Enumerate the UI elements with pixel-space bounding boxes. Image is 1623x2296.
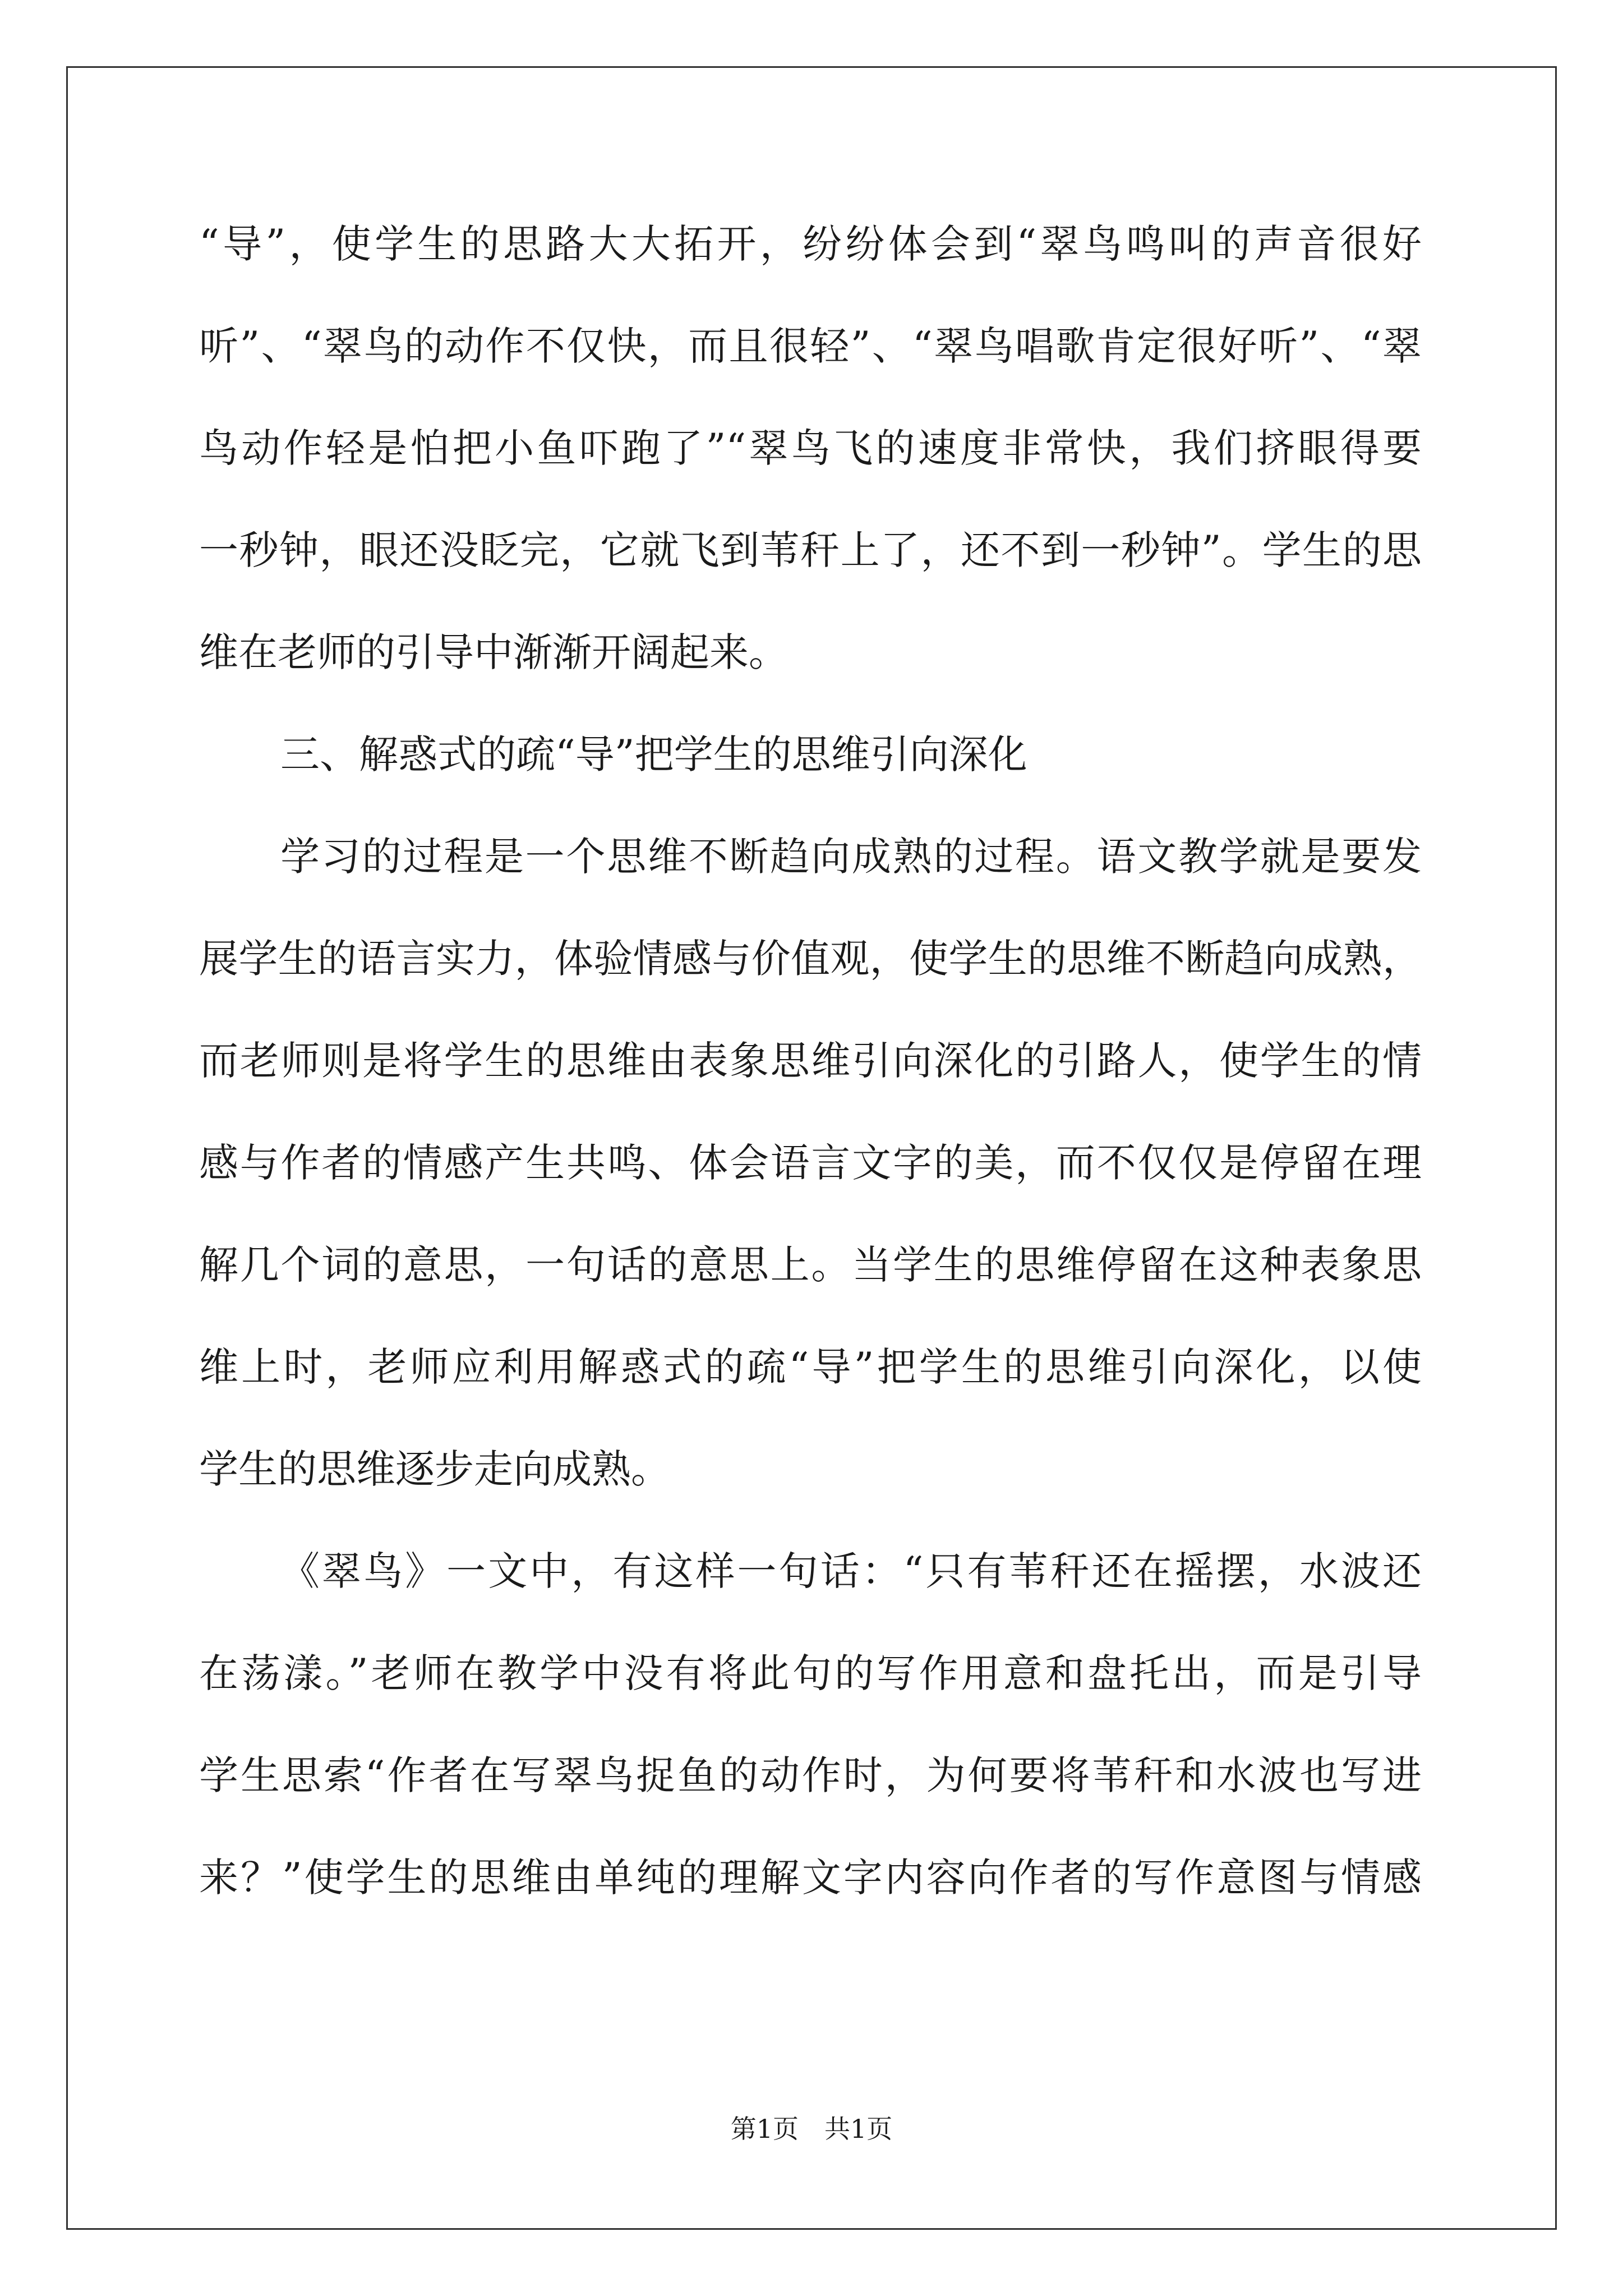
text-line: 解几个词的意思，一句话的意思上。当学生的思维停留在这种表象思 bbox=[199, 1242, 1422, 1288]
text-line: 而老师则是将学生的思维由表象思维引向深化的引路人，使学生的情 bbox=[199, 1038, 1422, 1084]
text-line: 学生的思维逐步走向成熟。 bbox=[199, 1446, 670, 1492]
text-line: 在荡漾。”老师在教学中没有将此句的写作用意和盘托出，而是引导 bbox=[199, 1650, 1422, 1696]
text-line: 感与作者的情感产生共鸣、体会语言文字的美，而不仅仅是停留在理 bbox=[199, 1140, 1422, 1186]
text-line: “导”，使学生的思路大大拓开，纷纷体会到“翠鸟鸣叫的声音很好 bbox=[199, 221, 1422, 267]
text-line: 维在老师的引导中渐渐开阔起来。 bbox=[199, 629, 788, 675]
text-line: 听”、“翠鸟的动作不仅快，而且很轻”、“翠鸟唱歌肯定很好听”、“翠 bbox=[199, 323, 1422, 369]
text-line: 《翠鸟》一文中，有这样一句话：“只有苇秆还在摇摆，水波还 bbox=[280, 1548, 1422, 1594]
body-text bbox=[199, 210, 1422, 1946]
section-heading: 三、解惑式的疏“导”把学生的思维引向深化 bbox=[280, 731, 1027, 777]
text-line: 来？”使学生的思维由单纯的理解文字内容向作者的写作意图与情感 bbox=[199, 1855, 1422, 1901]
page-footer bbox=[0, 2112, 1623, 2146]
text-line: 鸟动作轻是怕把小鱼吓跑了”“翠鸟飞的速度非常快，我们挤眼得要 bbox=[199, 425, 1422, 471]
text-line: 展学生的语言实力，体验情感与价值观，使学生的思维不断趋向成熟， bbox=[199, 936, 1422, 982]
text-line: 学生思索“作者在写翠鸟捉鱼的动作时，为何要将苇秆和水波也写进 bbox=[199, 1752, 1422, 1798]
total-pages: 共1页 bbox=[824, 2114, 893, 2144]
text-line: 学习的过程是一个思维不断趋向成熟的过程。语文教学就是要发 bbox=[280, 834, 1422, 880]
page-number: 第1页 bbox=[730, 2114, 799, 2144]
text-line: 一秒钟，眼还没眨完，它就飞到苇秆上了，还不到一秒钟”。学生的思 bbox=[199, 527, 1422, 573]
text-line: 维上时，老师应利用解惑式的疏“导”把学生的思维引向深化，以使 bbox=[199, 1344, 1422, 1390]
